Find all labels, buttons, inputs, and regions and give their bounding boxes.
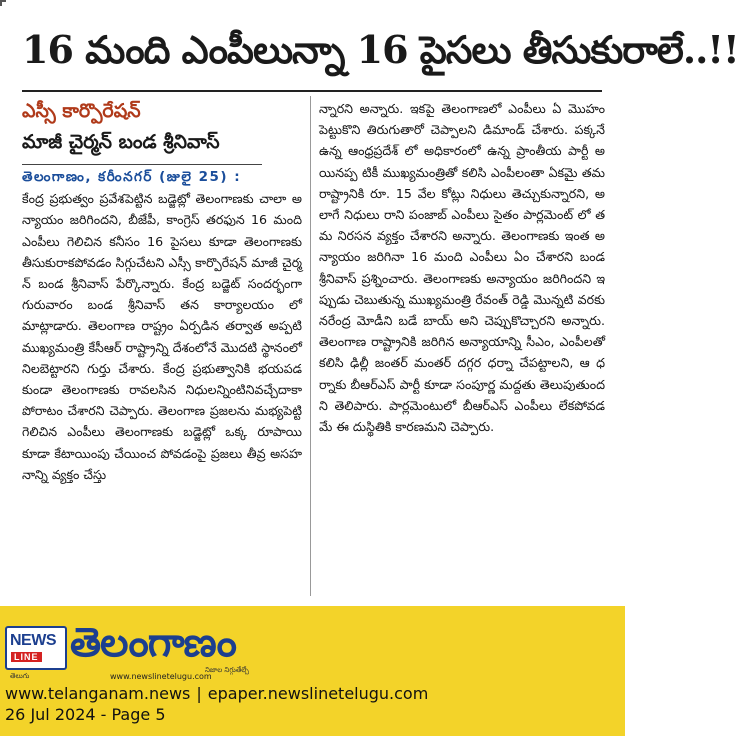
crop-corner-mark (0, 0, 6, 6)
headline-divider (22, 90, 602, 92)
telanganam-site-link[interactable]: www.telanganam.news (5, 684, 191, 703)
logo-news-text: NEWS (10, 632, 56, 649)
article-dateline: తెలంగాణం, కరీంనగర్ (జులై 25) : (22, 169, 242, 185)
article-subheading-person: మాజీ చైర్మన్ బండ శ్రీనివాస్ (22, 131, 220, 153)
newsline-logo (5, 626, 67, 670)
article-headline: 16 మంది ఎంపీలున్నా 16 పైసలు తీసుకురాలే..!! (22, 27, 739, 72)
footer-banner (0, 606, 625, 736)
article-body-right: న్నారని అన్నారు. ఇకపై తెలంగాణలో ఎంపీలు ఏ మొహం పెట్టుకొని తిరుగుతారో చెప్పాలని డిమాండ్ చేశారు. పక్కనే ఉన్న ఆంధ్రప్రదేశ్ లో అధికారంలో ఉన్న ప్రాంతీయ పార్టీ అయినప్ప టికీ ముఖ్యమంత్రితో కలిసి ఎంపీలంతా ఏకమై తమ రాష్ట్రానికి రూ. 15 వేల కోట్లు నిధులు తెచ్చుకున్నారని, అలాగే నిధులు రాని పంజాబ్ ఎంపీలు సైతం పార్లమెంట్ లో తమ నిరసన వ్యక్తం చేశారని అన్నారు. తెలంగాణకు ఇంత అన్యాయం జరిగినా 16 మంది ఎంపీలు ఏం చేశారని బండ శ్రీనివాస్ ప్రశ్నించారు. తెలంగాణకు అన్యాయం జరిగిందని ఇప్పుడు చెబుతున్న ముఖ్యమంత్రి రేవంత్ రెడ్డి మొన్నటి వరకు నరేంద్ర మోడీని బడే బాయ్ అని చెప్పుకొచ్చారని అన్నారు. తెలంగాణ రాష్ట్రానికి జరిగిన అన్యాయాన్ని సీఎం, ఎంపీలతో కలిసి ఢిల్లీ జంతర్ మంతర్ దగ్గర ధర్నా చేపట్టాలని, ఆ ధర్నాకు బీఆర్ఎస్ పార్టీ కూడా సంపూర్ణ మద్దతు తెలుపుతుందని తెలిపారు. పార్లమెంటులో బీఆర్ఎస్ ఎంపీలు లేకపోవడమే ఈ దుస్థితికి కారణమని చెప్పారు. (319, 101, 605, 435)
footer-links (5, 684, 428, 703)
brand-url-small: www.newslinetelugu.com (110, 672, 212, 681)
footer-separator: | (196, 684, 202, 703)
logo-tagline: తెలుగు (10, 672, 30, 680)
subheading-divider (22, 164, 262, 165)
column-divider (310, 96, 311, 596)
right-column (319, 98, 605, 598)
article-subheading-organization: ఎస్సీ కార్పొరేషన్ (22, 100, 141, 122)
logo-line-text: LINE (11, 652, 42, 662)
article-body-left: కేంద్ర ప్రభుత్వం ప్రవేశపెట్టిన బడ్జెట్లో తెలంగాణకు చాలా అన్యాయం జరిగిందని, బీజేపీ, కాంగ్రెస్ తరఫున 16 మంది ఎంపీలు గెలిచిన కనీసం 16 పైసలు కూడా తెలంగాణకు తీసుకురాకపోవడం సిగ్గుచేటని ఎస్సీ కార్పొరేషన్ మాజీ చైర్మన్ బండ శ్రీనివాస్ పేర్కొన్నారు. కేంద్ర బడ్జెట్ సందర్భంగా గురువారం బండ శ్రీనివాస్ తన కార్యాలయం లో మాట్లాడారు. తెలంగాణ రాష్ట్రం ఏర్పడిన తర్వాత అప్పటి ముఖ్యమంత్రి కేసీఆర్ రాష్ట్రాన్ని దేశంలోనే మొదటి స్థానంలో నిలబెట్టారని గుర్తు చేశారు. కేంద్ర ప్రభుత్వానికి భయపడకుండా తెలంగాణకు రావలసిన నిధులన్నింటినివచ్చేదాకా పోరాటం చేశారని చెప్పారు. తెలంగాణ ప్రజలను మభ్యపెట్టి గెలిచిన ఎంపీలు తెలంగాణకు బడ్జెట్లో ఒక్క రూపాయి కూడా కేటాయింపు చేయించ పోవడంపై ప్రజలు తీవ్ర అసహనాన్ని వ్యక్తం చేస్తు (22, 191, 302, 482)
epaper-site-link[interactable]: epaper.newslinetelugu.com (207, 684, 429, 703)
edition-date-page: 26 Jul 2024 - Page 5 (5, 705, 166, 724)
brand-tagline: నిజాల నిగ్గుతేల్చే (205, 666, 249, 674)
brand-name: తెలంగాణం (70, 620, 236, 666)
left-column (22, 96, 302, 602)
